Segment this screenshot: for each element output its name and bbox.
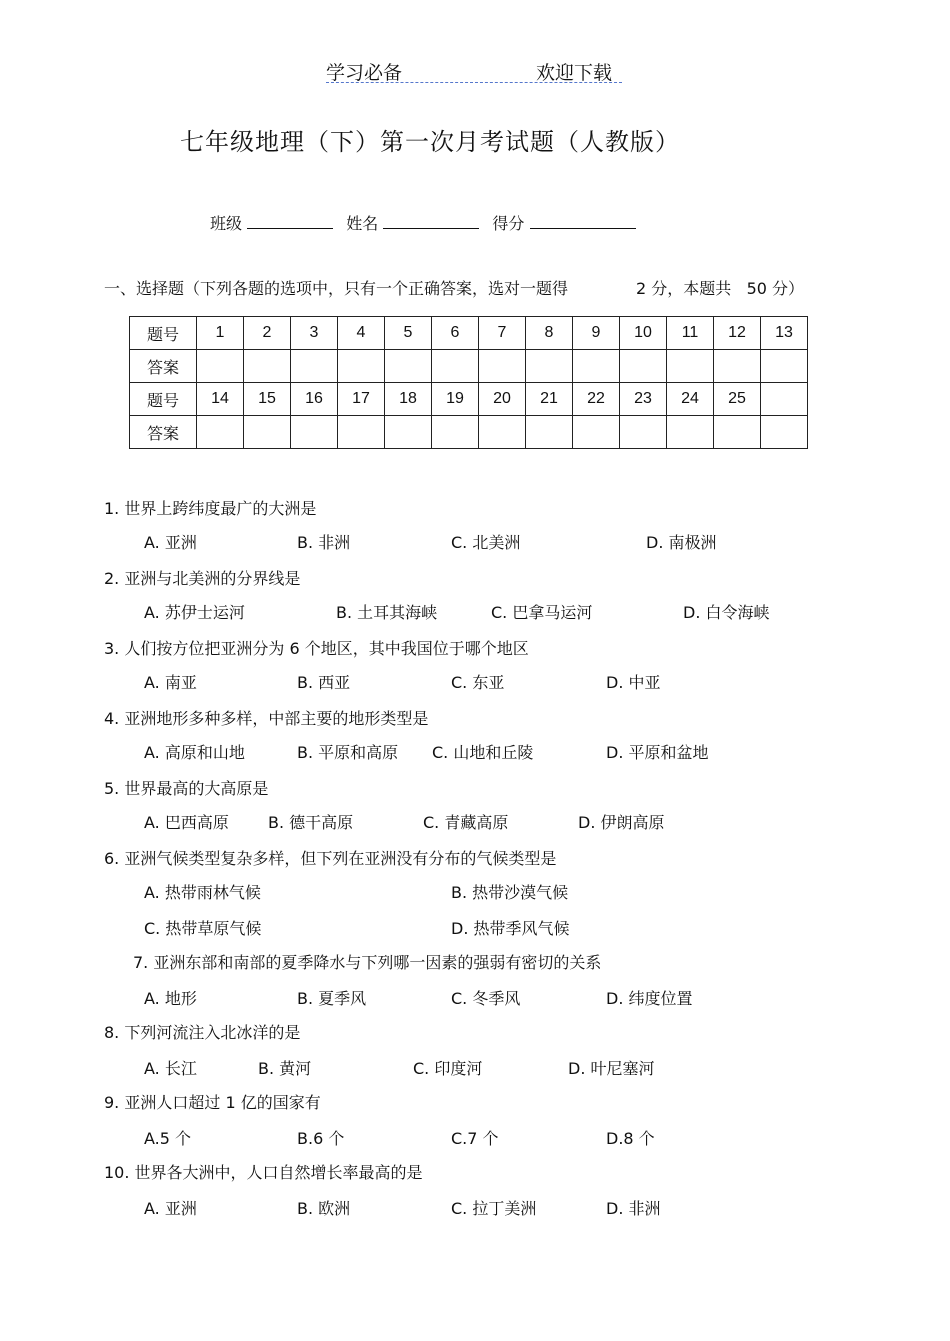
question-2: 2. 亚洲与北美洲的分界线是	[104, 569, 301, 588]
answer-cell[interactable]	[244, 416, 291, 449]
question-7-option-c: C. 冬季风	[451, 989, 521, 1008]
table-row	[130, 317, 808, 350]
table-cell: 15	[244, 383, 291, 416]
table-cell: 6	[432, 317, 479, 350]
table-cell: 9	[573, 317, 620, 350]
name-label: 姓名	[346, 214, 379, 233]
question-6: 6. 亚洲气候类型复杂多样，但下列在亚洲没有分布的气候类型是	[104, 849, 557, 868]
question-2-option-a: A. 苏伊士运河	[144, 603, 245, 622]
table-cell-label: 答案	[130, 350, 197, 383]
class-label: 班级	[210, 214, 243, 233]
table-cell: 24	[667, 383, 714, 416]
table-cell: 2	[244, 317, 291, 350]
table-cell: 12	[714, 317, 761, 350]
question-10-option-d: D. 非洲	[606, 1199, 661, 1218]
question-3-option-c: C. 东亚	[451, 673, 505, 692]
question-8-option-a: A. 长江	[144, 1059, 197, 1078]
table-cell: 17	[338, 383, 385, 416]
answer-cell[interactable]	[432, 350, 479, 383]
question-1-option-d: D. 南极洲	[646, 533, 717, 552]
question-10-option-b: B. 欧洲	[297, 1199, 351, 1218]
question-7-option-a: A. 地形	[144, 989, 197, 1008]
question-2-option-b: B. 土耳其海峡	[336, 603, 438, 622]
answer-cell[interactable]	[526, 350, 573, 383]
table-cell: 13	[761, 317, 808, 350]
table-cell: 14	[197, 383, 244, 416]
answer-cell[interactable]	[573, 416, 620, 449]
question-6-option-a: A. 热带雨林气候	[144, 883, 261, 902]
answer-cell[interactable]	[291, 416, 338, 449]
question-1: 1. 世界上跨纬度最广的大洲是	[104, 499, 317, 518]
question-4: 4. 亚洲地形多种多样，中部主要的地形类型是	[104, 709, 429, 728]
answer-cell[interactable]	[667, 350, 714, 383]
question-5-option-d: D. 伊朗高原	[578, 813, 665, 832]
question-5-option-c: C. 青藏高原	[423, 813, 509, 832]
question-9-option-d: D.8 个	[606, 1129, 655, 1148]
answer-cell[interactable]	[338, 416, 385, 449]
question-10-option-a: A. 亚洲	[144, 1199, 197, 1218]
table-cell-label: 答案	[130, 416, 197, 449]
answer-cell[interactable]	[526, 416, 573, 449]
question-8-option-b: B. 黄河	[258, 1059, 312, 1078]
table-cell	[761, 383, 808, 416]
table-row	[130, 350, 808, 383]
question-7: 7. 亚洲东部和南部的夏季降水与下列哪一因素的强弱有密切的关系	[133, 953, 602, 972]
table-cell-label: 题号	[130, 317, 197, 350]
section-heading-text: 一、选择题（下列各题的选项中，只有一个正确答案，选对一题得	[104, 279, 569, 298]
answer-cell[interactable]	[385, 416, 432, 449]
table-cell: 5	[385, 317, 432, 350]
section-heading-total: 50 分）	[746, 279, 805, 298]
question-3-option-d: D. 中亚	[606, 673, 661, 692]
question-4-option-a: A. 高原和山地	[144, 743, 245, 762]
question-8: 8. 下列河流注入北冰洋的是	[104, 1023, 301, 1042]
table-cell: 10	[620, 317, 667, 350]
table-cell: 11	[667, 317, 714, 350]
question-6-option-d: D. 热带季风气候	[451, 919, 570, 938]
answer-table	[129, 316, 808, 449]
table-cell: 25	[714, 383, 761, 416]
answer-cell[interactable]	[479, 350, 526, 383]
section-heading	[104, 276, 804, 299]
table-row	[130, 383, 808, 416]
answer-cell[interactable]	[244, 350, 291, 383]
page-title: 七年级地理（下）第一次月考试题（人教版）	[180, 128, 680, 156]
answer-cell[interactable]	[761, 350, 808, 383]
question-7-option-d: D. 纬度位置	[606, 989, 693, 1008]
answer-cell[interactable]	[197, 416, 244, 449]
question-2-option-c: C. 巴拿马运河	[491, 603, 593, 622]
table-cell: 3	[291, 317, 338, 350]
question-4-option-d: D. 平原和盆地	[606, 743, 709, 762]
table-cell-label: 题号	[130, 383, 197, 416]
question-4-option-c: C. 山地和丘陵	[432, 743, 534, 762]
table-cell: 1	[197, 317, 244, 350]
question-6-option-b: B. 热带沙漠气候	[451, 883, 569, 902]
answer-cell[interactable]	[385, 350, 432, 383]
table-cell: 16	[291, 383, 338, 416]
table-cell: 19	[432, 383, 479, 416]
question-5: 5. 世界最高的大高原是	[104, 779, 269, 798]
answer-cell[interactable]	[338, 350, 385, 383]
question-1-option-b: B. 非洲	[297, 533, 351, 552]
table-cell: 22	[573, 383, 620, 416]
question-5-option-a: A. 巴西高原	[144, 813, 229, 832]
question-9-option-c: C.7 个	[451, 1129, 499, 1148]
question-1-option-c: C. 北美洲	[451, 533, 521, 552]
question-8-option-c: C. 印度河	[413, 1059, 483, 1078]
answer-cell[interactable]	[479, 416, 526, 449]
question-10: 10. 世界各大洲中，人口自然增长率最高的是	[104, 1163, 423, 1182]
question-10-option-c: C. 拉丁美洲	[451, 1199, 537, 1218]
question-2-option-d: D. 白令海峡	[683, 603, 770, 622]
question-3-option-b: B. 西亚	[297, 673, 351, 692]
question-3-option-a: A. 南亚	[144, 673, 197, 692]
table-cell: 20	[479, 383, 526, 416]
question-8-option-d: D. 叶尼塞河	[568, 1059, 655, 1078]
header-left-text: 学习必备	[326, 62, 403, 84]
question-6-option-c: C. 热带草原气候	[144, 919, 262, 938]
question-9-option-a: A.5 个	[144, 1129, 192, 1148]
table-row	[130, 416, 808, 449]
question-9-option-b: B.6 个	[297, 1129, 345, 1148]
header-divider	[326, 82, 622, 83]
answer-cell[interactable]	[291, 350, 338, 383]
name-blank	[383, 210, 479, 229]
answer-cell[interactable]	[714, 350, 761, 383]
table-cell: 8	[526, 317, 573, 350]
answer-cell[interactable]	[667, 416, 714, 449]
question-7-option-b: B. 夏季风	[297, 989, 367, 1008]
score-blank	[530, 210, 636, 229]
table-cell: 7	[479, 317, 526, 350]
answer-cell[interactable]	[432, 416, 479, 449]
score-label: 得分	[492, 214, 525, 233]
table-cell: 18	[385, 383, 432, 416]
table-cell: 21	[526, 383, 573, 416]
class-blank	[247, 210, 333, 229]
answer-cell[interactable]	[197, 350, 244, 383]
header-right-text: 欢迎下载	[536, 62, 613, 84]
question-4-option-b: B. 平原和高原	[297, 743, 399, 762]
section-heading-points: 2 分，本题共	[636, 279, 732, 298]
question-5-option-b: B. 德干高原	[268, 813, 354, 832]
answer-cell[interactable]	[620, 350, 667, 383]
student-info-fields	[210, 210, 644, 234]
question-1-option-a: A. 亚洲	[144, 533, 197, 552]
answer-cell[interactable]	[714, 416, 761, 449]
table-cell: 4	[338, 317, 385, 350]
answer-cell[interactable]	[573, 350, 620, 383]
question-3: 3. 人们按方位把亚洲分为 6 个地区，其中我国位于哪个地区	[104, 639, 529, 658]
question-9: 9. 亚洲人口超过 1 亿的国家有	[104, 1093, 321, 1112]
answer-cell[interactable]	[761, 416, 808, 449]
table-cell: 23	[620, 383, 667, 416]
answer-cell[interactable]	[620, 416, 667, 449]
